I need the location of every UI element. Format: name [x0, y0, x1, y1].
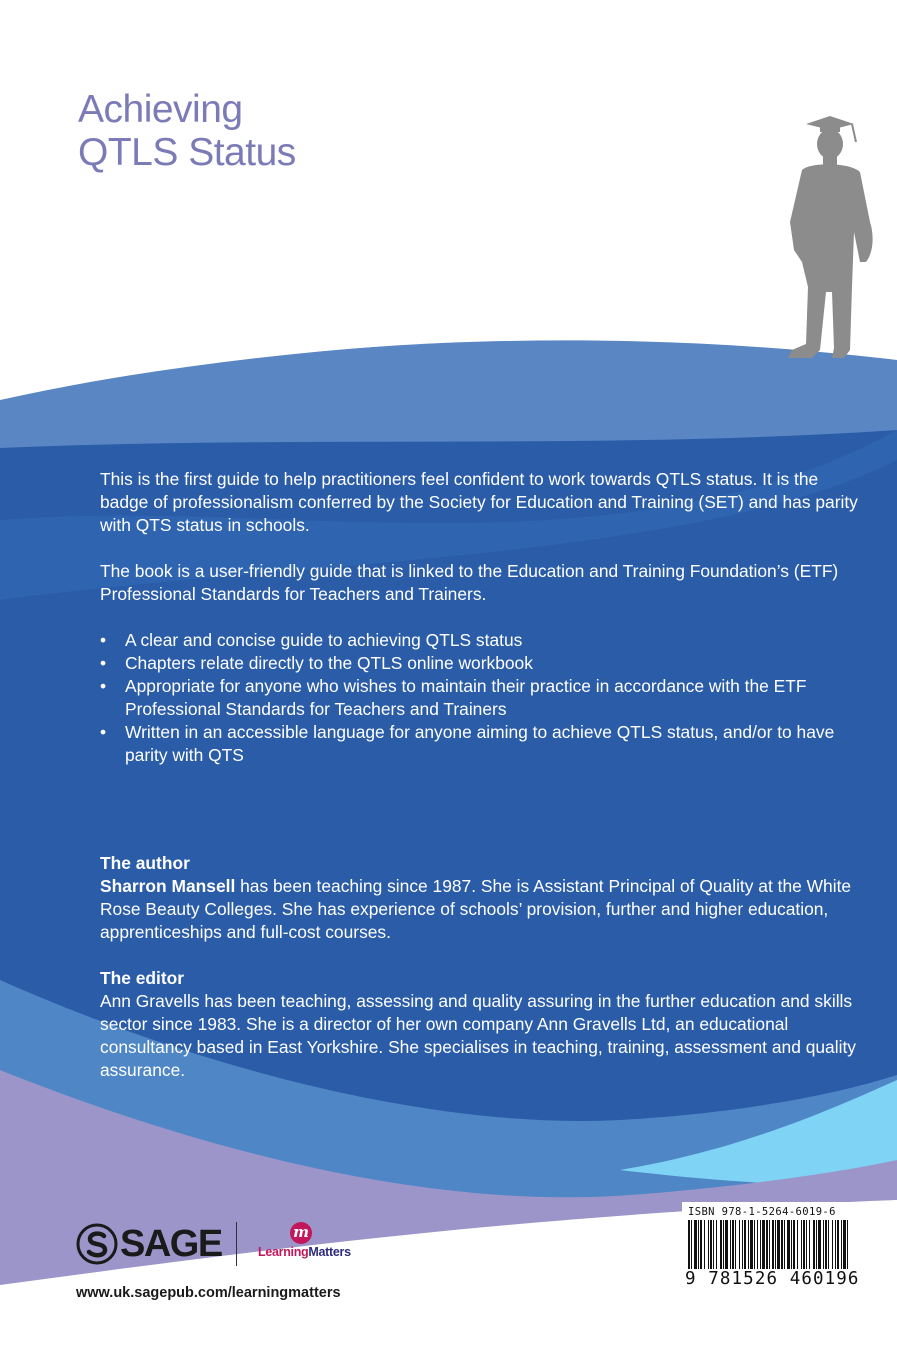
intro-paragraph-1: This is the first guide to help practitioners feel confident to work towards QTLS status. It is the badge of professionalism conferred by the Society for Education and Training (SET) and has parity with QTS status in schools.: [100, 469, 858, 535]
list-item: [100, 721, 866, 767]
intro-paragraph-2: The book is a user-friendly guide that is linked to the Education and Training Foundation’s (ETF) Professional Standards for Teachers and Trainers.: [100, 561, 839, 604]
isbn-label: ISBN 978-1-5264-6019-6: [688, 1206, 836, 1218]
author-bio-text: has been teaching since 1987. She is Assistant Principal of Quality at the White Rose Beauty Colleges. She has experience of schools’ provision, further and higher education, apprenticeships and full-cost courses.: [100, 876, 852, 942]
description-block: [100, 468, 866, 767]
learning-matters-wordmark: [258, 1245, 351, 1259]
learning-matters-emblem-icon: m: [290, 1222, 312, 1244]
list-item-text: Written in an accessible language for anyone aiming to achieve QTLS status, and/or to have parity with QTS: [125, 722, 835, 765]
author-name: Sharron Mansell: [100, 876, 236, 896]
list-item-text: Chapters relate directly to the QTLS online workbook: [125, 653, 533, 673]
editor-heading: The editor: [100, 968, 185, 988]
author-section: [100, 852, 866, 944]
sage-wordmark: SAGE: [120, 1223, 222, 1265]
author-heading: The author: [100, 853, 190, 873]
title-line-1: Achieving: [78, 88, 243, 131]
imprint-part-1: Learning: [258, 1245, 309, 1259]
title-line-2: QTLS Status: [78, 131, 296, 174]
list-item: [100, 629, 866, 652]
editor-section: [100, 967, 866, 1082]
imprint-part-2: Matters: [308, 1245, 351, 1259]
sage-logo: [76, 1222, 222, 1266]
sage-emblem-icon: [76, 1223, 118, 1265]
feature-list: [100, 629, 866, 767]
bullet-icon: •: [100, 676, 107, 696]
list-item: [100, 675, 866, 721]
logo-divider: [236, 1222, 237, 1266]
barcode-number: 9 781526 460196: [685, 1269, 860, 1289]
list-item: [100, 652, 866, 675]
bullet-icon: •: [100, 630, 107, 650]
list-item-text: Appropriate for anyone who wishes to maintain their practice in accordance with the ETF Professional Standards for Teachers and Trainers: [125, 676, 807, 719]
graduate-silhouette-icon: [770, 112, 885, 362]
isbn-barcode: [682, 1202, 858, 1299]
list-item-text: A clear and concise guide to achieving QTLS status: [125, 630, 523, 650]
learning-matters-logo: [258, 1222, 368, 1266]
book-title: [78, 88, 296, 174]
white-top-sweep: [0, 0, 897, 398]
editor-bio: Ann Gravells has been teaching, assessing and quality assuring in the further education and skills sector since 1983. She is a director of her own company Ann Gravells Ltd, an educational consultancy based in East Yorkshire. She specialises in teaching, training, assessment and quality assurance.: [100, 991, 856, 1080]
bullet-icon: •: [100, 653, 107, 673]
bullet-icon: •: [100, 722, 107, 742]
author-bio: [100, 875, 866, 944]
publisher-url: www.uk.sagepub.com/learningmatters: [76, 1285, 341, 1301]
